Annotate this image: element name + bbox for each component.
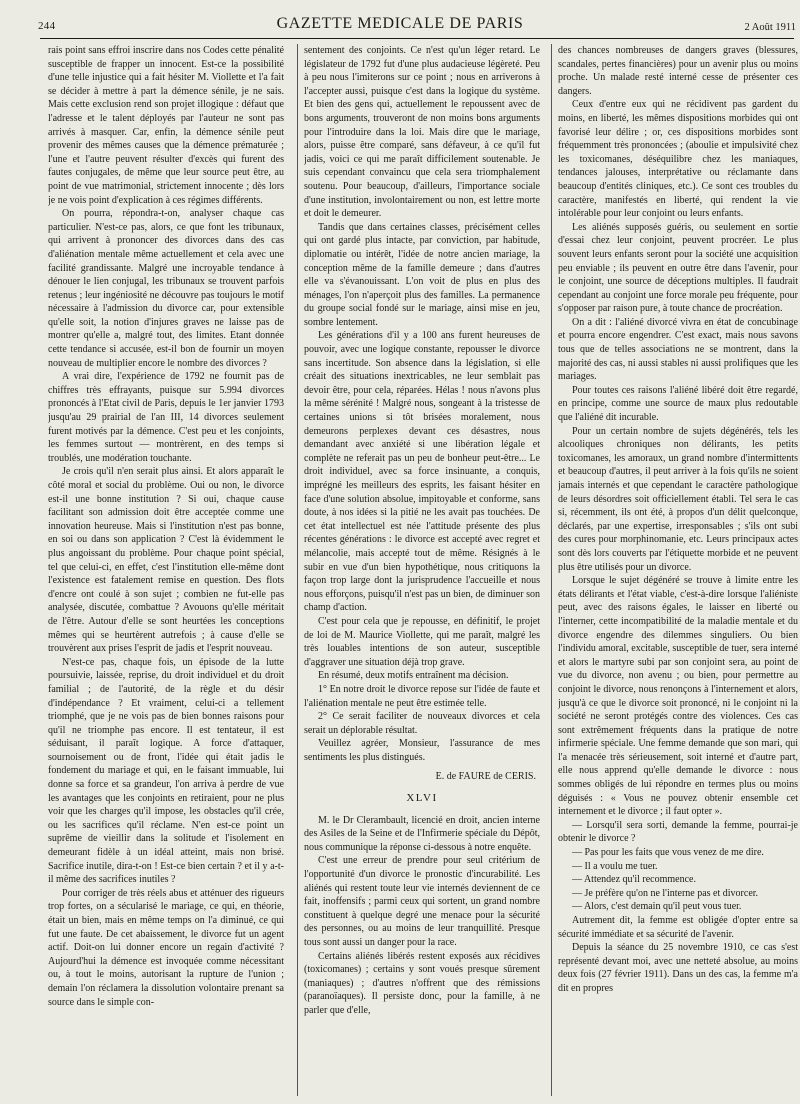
paragraph: Pour toutes ces raisons l'aliéné libéré doit être regardé, en principe, comme une source de maux plus redoutable que l'aliéné dit incurable.: [558, 384, 798, 424]
paragraph: C'est pour cela que je repousse, en définitif, le projet de loi de M. Maurice Viollette, qui me paraît, malgré les très louables intentions de son auteur, susceptible d'aggraver une situation déjà trop grave.: [304, 615, 540, 668]
paragraph: 1° En notre droit le divorce repose sur l'idée de faute et l'aliénation mentale ne peut être estimée telle.: [304, 683, 540, 709]
column-divider: [297, 44, 298, 1096]
paragraph: Les générations d'il y a 100 ans furent heureuses de pouvoir, avec une logique constante, repousser le divorce sans incertitude. Son absence dans la législation, si elle créait des situations inextricables, ne leur semblait pas devoir être, pour cela, réparées. Hélas ! nous n'avons plus la même sérénité ! Malgré nous, songeant à la tristesse de certaines unions si tôt brisées moralement, nous demeurons perplexes devant ces désastres, nous demandant avec anxiété si une libération légale et complète ne referait pas un peu de bonheur peut-être... Le droit individuel, avec sa force insinuante, a conquis, imprégné les meilleurs des esprits, les faisant hésiter en face d'une solution absolue, impitoyable et conforme, sans doute, à nos idées si la pitié ne les avait pas touchées. De cet état intellectuel est née l'attitude présente des plus récentes générations : le divorce est accepté avec regret et mélancolie, mais accepté tout de même. Résignés à le subir en vue d'un bien hypothétique, nous critiquons la façon trop large dont la jurisprudence l'accueille et nous nous efforçons, puisqu'il n'est pas un bien, de diminuer son champ d'action.: [304, 330, 540, 614]
column-left: [48, 44, 284, 1096]
paragraph: — Alors, c'est demain qu'il peut vous tuer.: [572, 901, 742, 913]
paragraph: — Lorsqu'il sera sorti, demande la femme, pourrai-je obtenir le divorce ?: [558, 819, 798, 845]
paragraph: — Je préfère qu'on ne l'interne pas et divorcer.: [572, 887, 759, 899]
paragraph: Ceux d'entre eux qui ne récidivent pas gardent du moins, en liberté, les mêmes dispositions morbides qui ont favorisé leur délire ; or, ces dispositions morbides sont fréquemment très prononcées ; (aboulie et impulsivité chez les toxicomanes, déséquilibre chez les maniaques, tendances jalouses, interprétative ou réclamante dans beaucoup d'entités cliniques, etc.). Ce sont ces troubles du caractère, manifestés en liberté, qui rendent la vie intolérable pour leur conjoint ou leurs enfants.: [558, 99, 798, 220]
issue-date: 2 Août 1911: [744, 22, 796, 33]
header-rule: [40, 38, 794, 39]
paragraph: Je crois qu'il n'en serait plus ainsi. Et alors apparaît le côté moral et social du problème. Oui ou non, le divorce est-il une bonne institution ? Si oui, chaque cause facilitant son admission doit être acceptée comme une innovation heureuse. Mais si l'institution n'est pas bonne, en soi ou dans son application ? C'est là évidemment le plus angoissant du problème. Pour chaque point spécial, tel que celui-ci, en effet, c'est l'institution elle-même dont l'existence est fatalement remise en question. Des flots d'encre ont coulé à son sujet ; combien ne fut-elle pas analysée, discutée, combattue ? Avouons qu'elle méritait de l'être. Autour d'elle se sont heurtées les conceptions mêmes qui se heurtèrent autrefois ; à cause d'elle se trouvèrent aux prises l'esprit de jadis et l'esprit nouveau.: [48, 466, 284, 655]
page-header: [0, 0, 800, 44]
column-right: [558, 44, 798, 1096]
journal-title: GAZETTE MEDICALE DE PARIS: [276, 15, 524, 32]
paragraph: N'est-ce pas, chaque fois, un épisode de la lutte poursuivie, laissée, reprise, du droit individuel et du droit familial ; de l'autorité, de la règle et du désir d'indépendance ? Et vraiment, celui-ci a tellement triomphé, que je ne vois pas de bien bonnes raisons pour qu'il ne triomphe pas encore. Il est tentateur, il est séduisant, il paraît logique. A force d'attaquer, sournoisement ou de front, l'idée qui était jadis le fondement du mariage et qui, en le faisant immuable, lui donne sa force et sa grandeur, l'on arriva à perdre de vue les avantages que les conjoints en retiraient, pour ne plus voir que les charges qu'il impose, les obstacles qu'il crée, ou les sacrifices qu'il réclame. N'en est-ce point un suprême de vieillir dans la solitude et l'isolement en demeurant fidèle à un idéal atteint, mais non brisé. Sacrifice inutile, dira-t-on ! Est-ce bien certain ? et il y a-t-il même des sacrifices inutiles ?: [48, 656, 284, 886]
paragraph: sentement des conjoints. Ce n'est qu'un léger retard. Le législateur de 1792 fut d'une plus audacieuse légèreté. Peu à peu nous l'imiterons sur ce point ; nous en arriverons à l'accepter aussi, puisque c'est dans la logique du système. Et bien des gens qui, actuellement le repoussent avec de bons arguments, trouveront de non moins bons arguments pour l'introduire dans la loi. Mais dire que le mariage, alors, puisse être comparé, sans défaveur, à ce qu'il fut jadis, voici ce qui me paraît difficilement soutenable. Je suis cependant convaincu que cela sera triomphalement soutenu. Pour beaucoup, d'ailleurs, l'importance sociale d'une institution, involontairement ou non, est lettre morte et doit le demeurer.: [304, 45, 540, 220]
paragraph: Autrement dit, la femme est obligée d'opter entre sa sécurité immédiate et sa sécurité de l'avenir.: [558, 915, 798, 940]
column-middle: [304, 44, 540, 1096]
paragraph: des chances nombreuses de dangers graves (blessures, scandales, pertes financières) pour un avenir plus ou moins proche. Un malade resté interné cesse de présenter ces dangers.: [558, 45, 798, 97]
paragraph: Certains aliénés libérés restent exposés aux récidives (toxicomanes) ; certains y sont voués presque sûrement (maniaques) ; d'autres n'offrent que des rémissions (paranoïaques). Il persiste donc, pour la famille, à ne parler que d'elle,: [304, 950, 540, 1016]
paragraph: En résumé, deux motifs entraînent ma décision.: [318, 670, 509, 682]
paragraph: 2° Ce serait faciliter de nouveaux divorces et cela serait un déplorable résultat.: [304, 711, 540, 736]
page-number: 244: [38, 20, 56, 32]
paragraph: Tandis que dans certaines classes, précisément celles qui ont gardé plus intacte, par conviction, par habitude, diplomatie ou intérêt, l'idée de notre ancien mariage, la conception même de la famille demeure ; dans d'autres elle va s'évanouissant. L'on voit de plus en plus des ménages, l'on n'aperçoit plus des familles. La permanence du groupe social fondé sur le mariage, ainsi mise en jeu, sombre lentement.: [304, 221, 540, 328]
paragraph: — Attendez qu'il recommence.: [572, 874, 696, 886]
paragraph: rais point sans effroi inscrire dans nos Codes cette pénalité susceptible de frapper un innocent. Est-ce la possibilité d'une telle injustice qui a fait hésiter M. Viollette et l'a fait se décider à mettre à part la démence sénile, je ne sais. Mais cette exclusion rend son projet illogique : défaut que l'adresse et le talent déployés par l'auteur ne sont pas arrivés à masquer. Car, enfin, la démence sénile peut provenir des mêmes causes que la démence prématurée ; l'une et l'autre peuvent résulter d'excès qui furent des fautes conjugales, de même que leur source peut être, au point de vue matrimonial, strictement innocente ; dès lors je ne vois point d'explication à ces régimes différents.: [48, 45, 284, 206]
paragraph: Depuis la séance du 25 novembre 1910, ce cas s'est représenté devant moi, avec une netteté absolue, au moins deux fois (27 février 1911). Dans un des cas, la femme m'a dit en propres: [558, 942, 798, 994]
column-divider: [551, 44, 552, 1096]
paragraph: C'est une erreur de prendre pour seul critérium de l'opportunité d'un divorce le pronostic d'incurabilité. Les aliénés qui restent toute leur vie internés deviennent de ce fait, inoffensifs ; parmi ceux qui sortent, un grand nombre constituent à quelque degré une menace pour la sécurité des personnes, ou au moins de leur tranquillité. Presque tous sont aussi un danger pour la race.: [304, 855, 540, 948]
section-number: XLVI: [406, 792, 438, 805]
paragraph: — Pas pour les faits que vous venez de me dire.: [572, 847, 764, 859]
paragraph: M. le Dr Clerambault, licencié en droit, ancien interne des Asiles de la Seine et de l'Infirmerie spéciale du Dépôt, nous communique la réponse ci-dessous à notre enquête.: [304, 814, 540, 853]
paragraph: Lorsque le sujet dégénéré se trouve à limite entre les états délirants et l'état viable, c'est-à-dire lorsque l'aliéniste peut, avec des raisons égales, le laisser en liberté ou l'interner, cette incompatibilité de la maladie mentale et du divorce engendre des dilemmes singuliers. Ou bien l'individu amoral, excitable, susceptible de tuer, sera interné et alors le martyre subi par son conjoint sera, au point de vue du divorce, non avenu ; ou bien, pour permettre au conjoint le divorce, nous renonçons à l'internement et alors, jusqu'à ce que le divorce soit prononcé, ni le conjoint ni la société ne seront protégés contre des violences. Ces cas sont extrêmement fréquents dans la pratique de notre infirmerie spéciale. Une femme demande que son mari, qui l'a menacée très sérieusement, soit interné et d'autre part, elle nous apprend qu'elle demande le divorce : nous sommes obligés de lui répondre en termes plus ou moins déguisés : « Vous ne pouvez obtenir ensemble cet internement et le divorce ; il faut opter ».: [558, 575, 798, 818]
paragraph: On pourra, répondra-t-on, analyser chaque cas particulier. N'est-ce pas, alors, ce que font les tribunaux, qui arrivent à prononcer des divorces dans des cas d'aliénation mentale même actuellement et cela avec une facilité grandissante. Malgré une incroyable tendance à dénouer le lien conjugal, les tribunaux se trouvent parfois retenus ; leur ingéniosité ne découvre pas toujours le motif nécessaire à l'admission du divorce car, pour extensible qu'elle soit, la notion d'injures graves ne laisse pas de montrer qu'elle a, malgré tout, des limites. Etant donnée cette tendance si accusée, est-il bon de fournir un moyen nouveau de multiplier encore le nombre des divorces ?: [48, 208, 284, 369]
paragraph: On a dit : l'aliéné divorcé vivra en état de concubinage et pourra encore engendrer. C'est exact, mais nous savons tous que de telles associations ne se montrent, dans la majorité des cas, ni aussi stables ni aussi prolifiques que les mariages.: [558, 316, 798, 383]
paragraph: Les aliénés supposés guéris, ou seulement en sortie d'essai chez leur conjoint, peuvent procréer. Le plus souvent leurs enfants seront pour la société une acquisition peu enviable ; ils peuvent en outre être dans l'avenir, pour le conjoint, une source de déceptions multiples. Il faudrait cependant au conjoint une force morale peu fréquente, pour s'opposer par raison pure, à toute chance de procréation.: [558, 221, 798, 315]
signature: E. de FAURE de CERIS.: [435, 771, 536, 783]
paragraph: Veuillez agréer, Monsieur, l'assurance de mes sentiments les plus distingués.: [304, 738, 540, 763]
paragraph: Pour un certain nombre de sujets dégénérés, tels les alcooliques chroniques non délirants, les petits toxicomanes, les amoraux, un grand nombre d'intermittents et beaucoup d'autres, il peut arriver à la fois qu'ils ne soient jamais internés et que cependant le caractère pathologique de leurs désordres soit officiellement établi. Tel sera le cas si, récemment, ils ont été, à propos d'un délit quelconque, déclarés, par une expertise, irresponsables ; s'ils ont subi des cures pour morphinomanie, etc. Leurs principaux actes sont dès lors couverts par l'étiquette morbide et ne peuvent plus être utilisés pour un divorce.: [558, 425, 798, 573]
paragraph: Pour corriger de très réels abus et atténuer des rigueurs trop fortes, on a sécularisé le mariage, ce qui, en théorie, était un bien, mais en même temps on l'a diminué, ce qui fut une faute. De cet abaissement, le divorce fut un agent actif. Doit-on lui donner encore un regain d'activité ? Aujourd'hui la démence est invoquée comme nécessitant ou, à tout le moins, autorisant la rupture de l'union ; demain l'on réclamera la dissolution volontaire prenant sa source dans le simple con-: [48, 887, 284, 1008]
paragraph: — Il a voulu me tuer.: [572, 860, 658, 872]
paragraph: A vrai dire, l'expérience de 1792 ne fournit pas de chiffres très effrayants, puisque sur 5.994 divorces prononcés à l'Etat civil de Paris, depuis le 1er janvier 1793 jusqu'au 29 prairial de l'an III, 14 divorces seulement furent motivés par la démence. C'est peu et les conjoints, les femmes surtout — montrèrent, en des temps si troublés, une modération touchante.: [48, 371, 284, 464]
